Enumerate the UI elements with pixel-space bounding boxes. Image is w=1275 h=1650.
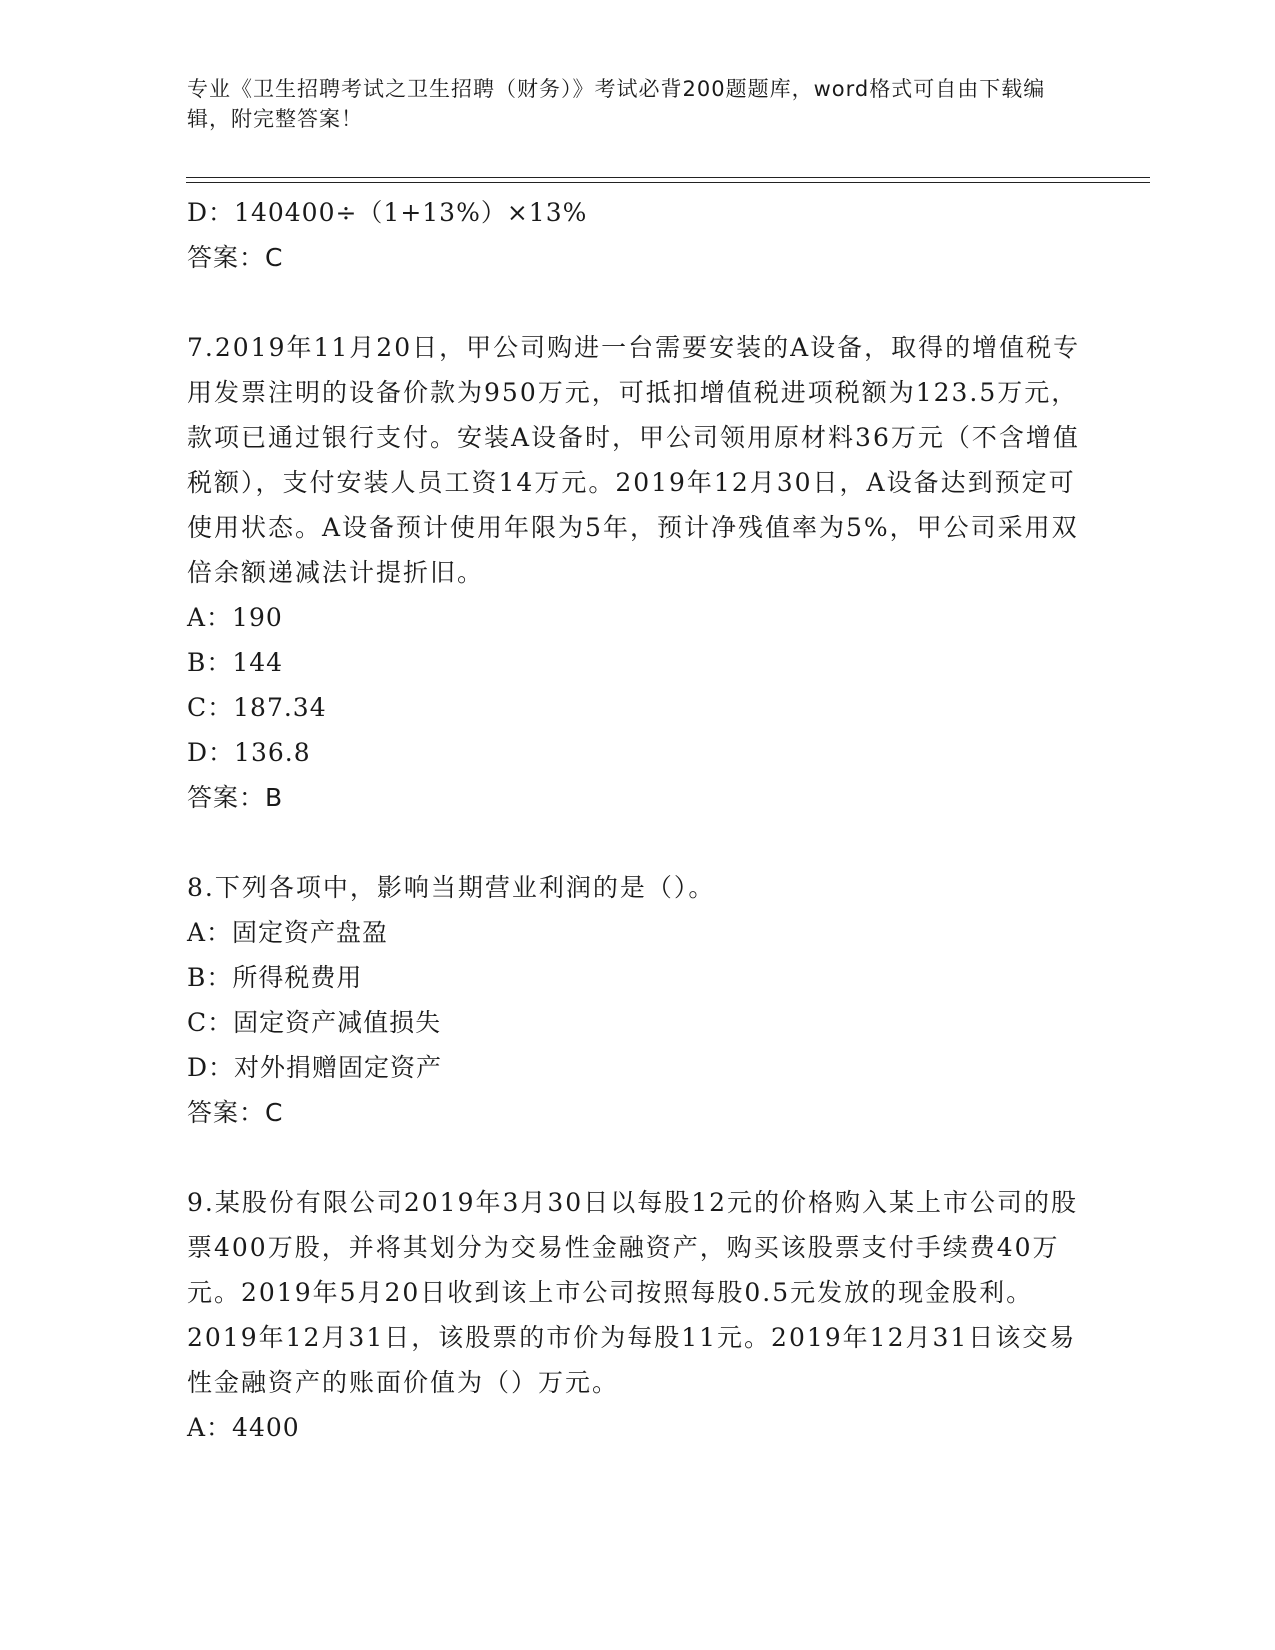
answer-line: 答案：C xyxy=(187,1098,284,1127)
page-header: 专业《卫生招聘考试之卫生招聘（财务）》考试必背200题题库，word格式可自由下载编辑，附完整答案！ xyxy=(187,77,1046,131)
question-text: 7.2019年11月20日，甲公司购进一台需要安装的A设备，取得的增值税专用发票注明的设备价款为950万元，可抵扣增值税进项税额为123.5万元，款项已通过银行支付。安装A设备时，甲公司领用原材料36万元（不含增值税额），支付安装人员工资14万元。2019年12月30日，A设备达到预定可使用状态。A设备预计使用年限为5年，预计净残值率为5%，甲公司采用双倍余额递减法计提折旧。 xyxy=(187,333,1081,587)
question-7 xyxy=(187,325,1087,820)
header-divider-top xyxy=(186,177,1150,178)
option-a: A：190 xyxy=(187,603,283,632)
option-d: D：对外捐赠固定资产 xyxy=(187,1053,443,1082)
option-a: A：固定资产盘盈 xyxy=(187,918,389,947)
header-divider-bottom xyxy=(186,182,1150,183)
option-c: C：固定资产减值损失 xyxy=(187,1008,442,1037)
answer-line: 答案：C xyxy=(187,243,284,272)
option-c: C：187.34 xyxy=(187,693,327,722)
question-8 xyxy=(187,865,1087,1135)
option-d: D：136.8 xyxy=(187,738,311,767)
answer-line: 答案：B xyxy=(187,783,284,812)
spacer xyxy=(187,280,1087,325)
spacer xyxy=(187,820,1087,865)
option-b: B：144 xyxy=(187,648,284,677)
option-b: B：所得税费用 xyxy=(187,963,363,992)
option-d: D：140400÷（1+13%）×13% xyxy=(187,198,588,227)
option-a: A：4400 xyxy=(187,1413,300,1442)
question-text: 9.某股份有限公司2019年3月30日以每股12元的价格购入某上市公司的股票400万股，并将其划分为交易性金融资产，购买该股票支付手续费40万元。2019年5月20日收到该上市公司按照每股0.5元发放的现金股利。2019年12月31日，该股票的市价为每股11元。2019年12月31日该交易性金融资产的账面价值为（）万元。 xyxy=(187,1188,1079,1397)
question-text: 8.下列各项中，影响当期营业利润的是（）。 xyxy=(187,873,716,902)
question-9 xyxy=(187,1180,1087,1450)
spacer xyxy=(187,1135,1087,1180)
document-body xyxy=(187,190,1087,1450)
